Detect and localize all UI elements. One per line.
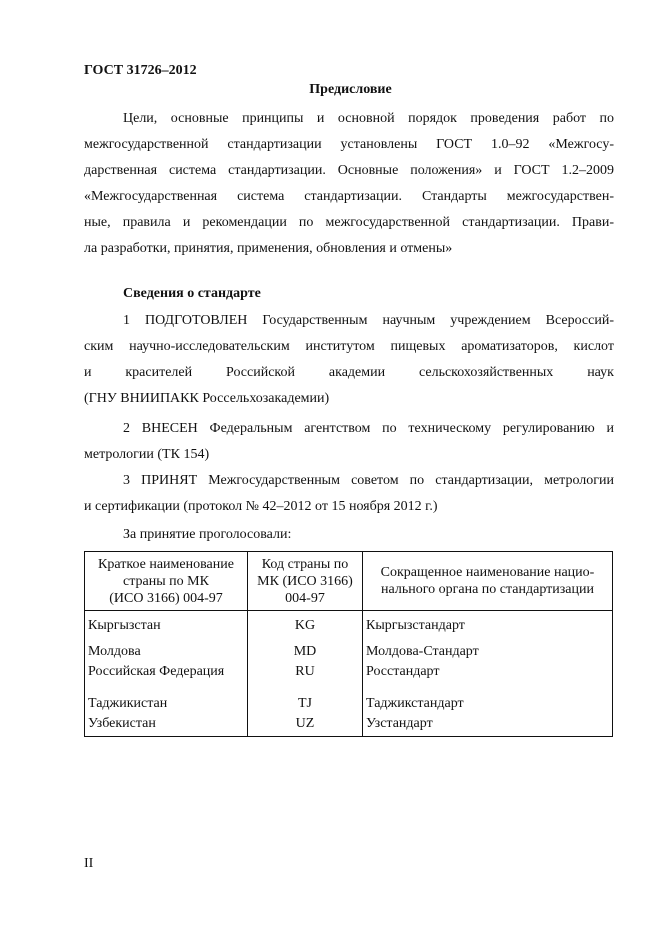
cell-org: Молдова-Стандарт xyxy=(363,637,613,663)
table-row xyxy=(85,715,613,737)
text-line: и сертификации (протокол № 42–2012 от 15 ноября 2012 г.) xyxy=(84,499,438,514)
cell-org: Таджикстандарт xyxy=(363,689,613,715)
cell-code: UZ xyxy=(248,715,363,737)
header-line: нального органа по стандартизации xyxy=(381,582,594,597)
text-line: метрологии (ТК 154) xyxy=(84,447,210,462)
table-row xyxy=(85,689,613,715)
cell-country: Узбекистан xyxy=(85,715,248,737)
cell-org: Узстандарт xyxy=(363,715,613,737)
text-line: дарственная система стандартизации. Основные положения» и ГОСТ 1.2–2009 xyxy=(84,163,614,178)
text-line: (ГНУ ВНИИПАКК Россельхозакадемии) xyxy=(84,391,330,406)
page-number: II xyxy=(84,856,94,871)
text-line: и красителей Российской академии сельскохозяйственных наук xyxy=(84,365,614,380)
table-row xyxy=(85,663,613,689)
header-line: страны по МК xyxy=(123,573,209,589)
header-line: (ИСО 3166) 004-97 xyxy=(109,590,223,606)
cell-code: TJ xyxy=(248,689,363,715)
cell-code: MD xyxy=(248,637,363,663)
cell-country: Молдова xyxy=(85,637,248,663)
standard-info-heading: Сведения о стандарте xyxy=(123,286,261,301)
header-line: Краткое наименование xyxy=(98,556,234,572)
foreword-title: Предисловие xyxy=(309,82,392,97)
text-line: ные, правила и рекомендации по межгосударственной стандартизации. Прави- xyxy=(84,215,614,230)
header-line: МК (ИСО 3166) xyxy=(257,573,353,589)
text-line: 2 ВНЕСЕН Федеральным агентством по техническому регулированию и xyxy=(123,421,614,436)
text-line: ским научно-исследовательским институтом пищевых ароматизаторов, кислот xyxy=(84,339,614,354)
document-code: ГОСТ 31726–2012 xyxy=(84,63,197,78)
header-code xyxy=(248,552,363,611)
cell-country: Таджикистан xyxy=(85,689,248,715)
cell-org: Кыргызстандарт xyxy=(363,611,613,637)
cell-country: Кыргызстан xyxy=(85,611,248,637)
cell-code: KG xyxy=(248,611,363,637)
cell-country: Российская Федерация xyxy=(85,663,248,689)
header-org xyxy=(363,552,613,611)
voted-label: За принятие проголосовали: xyxy=(123,527,292,542)
header-line: 004-97 xyxy=(285,590,325,606)
header-line: Сокращенное наименование нацио- xyxy=(380,565,595,580)
header-country xyxy=(85,552,248,611)
header-line: Код страны по xyxy=(261,556,349,572)
text-line: 1 ПОДГОТОВЛЕН Государственным научным учреждением Всероссий- xyxy=(123,313,614,328)
table-row xyxy=(85,637,613,663)
text-line: Цели, основные принципы и основной порядок проведения работ по xyxy=(123,111,614,126)
text-line: ла разработки, принятия, применения, обновления и отмены» xyxy=(84,241,453,256)
table-header-row xyxy=(85,552,613,611)
table-row xyxy=(85,611,613,637)
cell-code: RU xyxy=(248,663,363,689)
votes-table xyxy=(84,551,613,737)
text-line: 3 ПРИНЯТ Межгосударственным советом по стандартизации, метрологии xyxy=(123,473,614,488)
text-line: межгосударственной стандартизации установлены ГОСТ 1.0–92 «Межгосу- xyxy=(84,137,614,152)
text-line: «Межгосударственная система стандартизации. Стандарты межгосударствен- xyxy=(84,189,614,204)
cell-org: Росстандарт xyxy=(363,663,613,689)
